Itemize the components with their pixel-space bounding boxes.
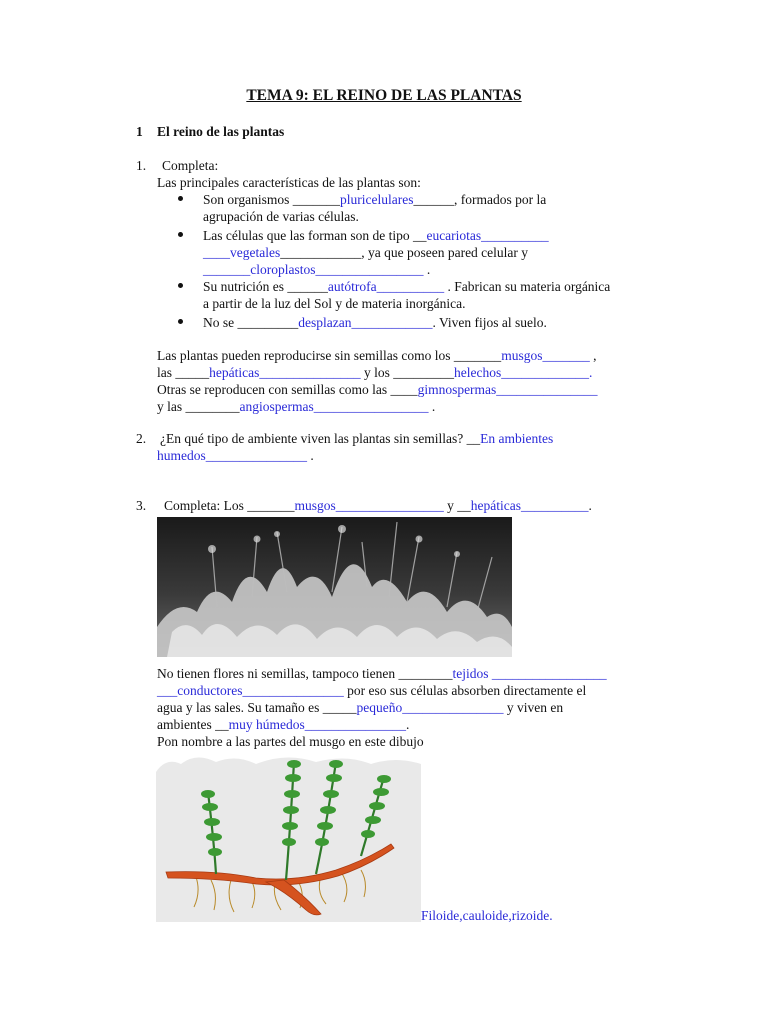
repro-answer-hepaticas: hepáticas_______________ [209,365,361,380]
q1-b2-l3post: . [423,262,431,277]
q1-b2-answer-3: cloroplastos________________ [250,262,424,277]
q1-b3-answer: autótrofa__________ [327,279,445,294]
q3-para-line2 [157,682,586,699]
q1-b3-post: . Fabrican su materia orgánica [444,279,611,294]
q1-bullet-2 [203,227,549,244]
q2-post: . [307,448,314,463]
q3-para-line4 [157,716,409,733]
repro-l4-pre: y las ________ [157,399,240,414]
q1-b3-line2: a partir de la luz del Sol y de materia inorgánica. [203,296,466,311]
q1-b4-pre: No se _________ [203,315,299,330]
repro-answer-musgos: musgos_______ [501,348,590,363]
moss-photo [157,517,512,657]
section-heading: El reino de las plantas [157,124,285,139]
repro-l3-pre: Otras se reproducen con semillas como las ____ [157,382,418,397]
q3-pre: Completa: Los _______ [164,498,295,513]
q1-repro-line3 [157,381,598,398]
q1-b2-answer-2: vegetales [230,245,281,260]
moss-parts-answer: Filoide,cauloide,rizoide. [421,908,553,923]
repro-l1-pre: Las plantas pueden reproducirse sin semillas como los _______ [157,348,502,363]
q3-number: 3. [136,498,147,513]
moss-diagram [156,752,421,922]
q3-answer-pequeno: pequeño_______________ [356,700,504,715]
q1-bullet-3 [203,278,610,295]
q3-answer-musgos: musgos________________ [294,498,444,513]
q1-b3-pre: Su nutrición es ______ [203,279,328,294]
q3-answer-humedos: muy húmedos_______________ [228,717,406,732]
q2-answer-1: En ambientes [480,431,554,446]
q1-b4-post: . Viven fijos al suelo. [432,315,547,330]
q3-line1 [164,497,592,514]
bullet-icon [178,227,186,235]
q3-p3-text: agua y las sales. Su tamaño es _____ [157,700,357,715]
q2-line1 [160,430,553,447]
q2-answer-2: humedos_______________ [157,448,307,463]
bullet-icon [178,314,186,322]
q3-p2-post: por eso sus células absorben directamente el [343,683,587,698]
q1-b1-post: ______, formados por la [413,192,547,207]
repro-l1-post: , [589,348,597,363]
q1-b1-line2: agrupación de varias células. [203,209,359,224]
q3-diagram-instruction: Pon nombre a las partes del musgo en este dibujo [157,734,424,749]
q3-answer-hepaticas: hepáticas__________ [470,498,589,513]
q1-b2-line3 [203,261,430,278]
bullet-icon [178,278,186,286]
repro-l2-mid: y los _________ [360,365,454,380]
q2-question: ¿En qué tipo de ambiente viven las plantas sin semillas? __ [160,431,481,446]
q1-prompt: Completa: [162,158,219,173]
q3-p4-pre: ambientes __ [157,717,229,732]
repro-l4-post: . [428,399,436,414]
q1-b2-answer-1: eucariotas__________ [426,228,549,243]
q3-post: . [588,498,592,513]
q1-b2-l2pre: ____ [203,245,230,260]
bullet-icon [178,191,186,199]
q1-repro-line1 [157,347,596,364]
q3-para-line1 [157,665,607,682]
q1-b1-answer: pluricelulares [340,192,414,207]
repro-l2-pre: las _____ [157,365,210,380]
q1-b4-answer: desplazan____________ [298,315,433,330]
q3-mid: y __ [443,498,471,513]
q3-p4-post: . [405,717,410,732]
q1-bullet-1 [203,191,546,208]
q1-b2-pre: Las células que las forman son de tipo __ [203,228,427,243]
q1-intro: Las principales características de las plantas son: [157,175,421,190]
repro-answer-helechos: helechos_____________. [454,365,593,380]
q1-b2-l2post: ____________, ya que poseen pared celular y [280,245,529,260]
repro-answer-angiospermas: angiospermas_________________ [239,399,429,414]
q1-number: 1. [136,158,147,173]
q1-b1-pre: Son organismos _______ [203,192,341,207]
q1-bullet-4 [203,314,547,331]
q1-b2-l3pre: _______ [203,262,251,277]
q1-repro-line2 [157,364,592,381]
q1-b2-line2 [203,244,528,261]
q3-para-line3 [157,699,563,716]
q1-repro-line4 [157,398,435,415]
q3-p1-pre: No tienen flores ni semillas, tampoco tienen ________ [157,666,453,681]
q2-line2 [157,447,314,464]
q3-answer-conductores: ___conductores_______________ [157,683,344,698]
q3-p3-post: y viven en [503,700,564,715]
repro-answer-gimnospermas: gimnospermas_______________ [417,382,598,397]
page-title: TEMA 9: EL REINO DE LAS PLANTAS [246,87,522,104]
q2-number: 2. [136,431,147,446]
q3-answer-tejidos: tejidos _________________ [452,666,607,681]
section-number: 1 [136,124,143,139]
